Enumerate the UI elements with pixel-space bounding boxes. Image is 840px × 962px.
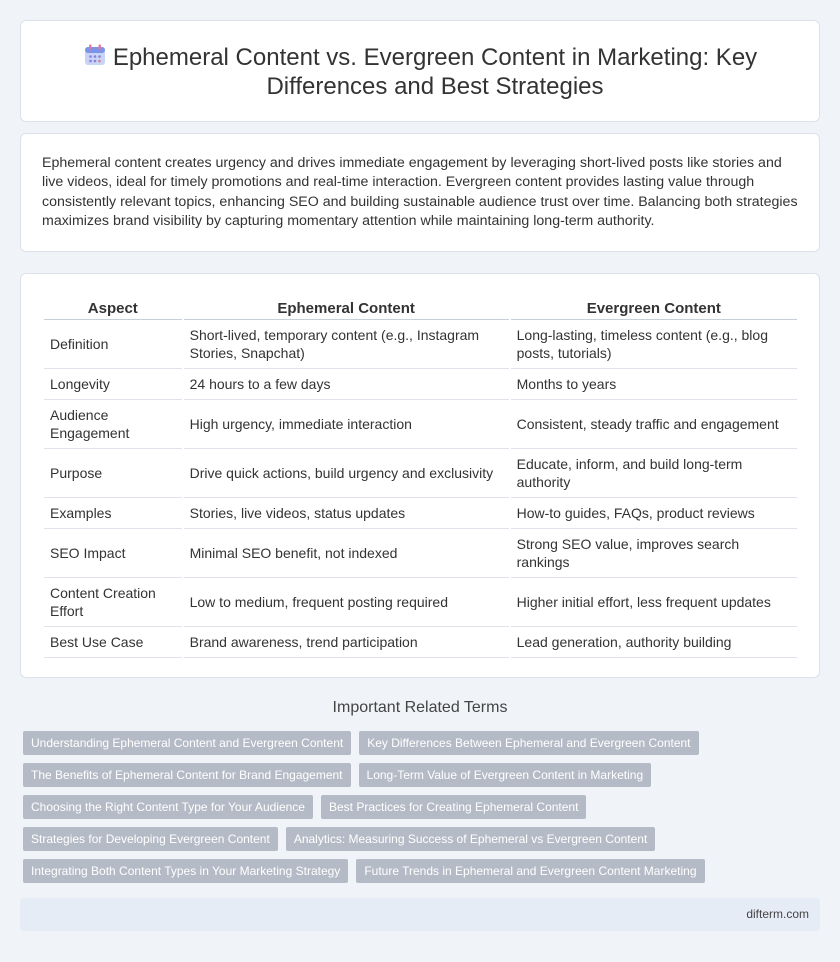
table-cell: Stories, live videos, status updates [184, 498, 509, 529]
comparison-table [42, 296, 799, 658]
table-header-row [44, 296, 797, 320]
table-cell: Best Use Case [44, 627, 182, 658]
page-title: Ephemeral Content vs. Evergreen Content in Marketing: Key Differences and Best Strategies [112, 44, 758, 100]
table-cell: Higher initial effort, less frequent updates [511, 578, 797, 627]
table-cell: SEO Impact [44, 529, 182, 578]
table-cell: Audience Engagement [44, 400, 182, 449]
table-cell: Brand awareness, trend participation [184, 627, 509, 658]
table-cell: Content Creation Effort [44, 578, 182, 627]
related-terms-title: Important Related Terms [332, 699, 508, 716]
table-cell: Examples [44, 498, 182, 529]
table-cell: Short-lived, temporary content (e.g., Instagram Stories, Snapchat) [184, 320, 509, 369]
table-row [44, 627, 797, 658]
related-term-tag[interactable]: Understanding Ephemeral Content and Evergreen Content [23, 731, 351, 755]
related-term-tag[interactable]: Choosing the Right Content Type for Your Audience [23, 795, 313, 819]
intro-card [20, 133, 820, 252]
related-terms-list [23, 731, 813, 891]
table-header-cell: Ephemeral Content [184, 296, 509, 320]
table-cell: Long-lasting, timeless content (e.g., blog posts, tutorials) [511, 320, 797, 369]
comparison-table-card [20, 273, 820, 678]
table-row [44, 529, 797, 578]
table-header-cell: Aspect [44, 296, 182, 320]
table-header-cell: Evergreen Content [511, 296, 797, 320]
table-cell: High urgency, immediate interaction [184, 400, 509, 449]
footer-site-link[interactable]: difterm.com [746, 907, 809, 921]
title-card [20, 20, 820, 122]
table-cell: How-to guides, FAQs, product reviews [511, 498, 797, 529]
table-cell: Definition [44, 320, 182, 369]
table-cell: Longevity [44, 369, 182, 400]
related-term-tag[interactable]: The Benefits of Ephemeral Content for Brand Engagement [23, 763, 351, 787]
footer [20, 898, 820, 931]
table-row [44, 400, 797, 449]
intro-paragraph: Ephemeral content creates urgency and drives immediate engagement by leveraging short-lived posts like stories and live videos, ideal for timely promotions and real-time interaction. Evergreen content provides lasting value through consistently relevant topics, enhancing SEO and building sustainable audience trust over time. Balancing both strategies maximizes brand visibility by capturing momentary attention while maintaining long-term authority. [42, 155, 798, 230]
table-cell: Strong SEO value, improves search rankings [511, 529, 797, 578]
related-term-tag[interactable]: Strategies for Developing Evergreen Content [23, 827, 278, 851]
related-term-tag[interactable]: Integrating Both Content Types in Your Marketing Strategy [23, 859, 348, 883]
table-cell: Purpose [44, 449, 182, 498]
table-cell: Minimal SEO benefit, not indexed [184, 529, 509, 578]
table-cell: Educate, inform, and build long-term authority [511, 449, 797, 498]
table-cell: 24 hours to a few days [184, 369, 509, 400]
table-cell: Low to medium, frequent posting required [184, 578, 509, 627]
table-cell: Consistent, steady traffic and engagement [511, 400, 797, 449]
related-term-tag[interactable]: Analytics: Measuring Success of Ephemeral vs Evergreen Content [286, 827, 656, 851]
related-term-tag[interactable]: Best Practices for Creating Ephemeral Content [321, 795, 586, 819]
table-cell: Drive quick actions, build urgency and exclusivity [184, 449, 509, 498]
table-cell: Months to years [511, 369, 797, 400]
table-cell: Lead generation, authority building [511, 627, 797, 658]
table-row [44, 320, 797, 369]
table-row [44, 578, 797, 627]
table-row [44, 449, 797, 498]
table-row [44, 498, 797, 529]
related-term-tag[interactable]: Key Differences Between Ephemeral and Evergreen Content [359, 731, 698, 755]
table-row [44, 369, 797, 400]
related-term-tag[interactable]: Long-Term Value of Evergreen Content in Marketing [359, 763, 652, 787]
related-term-tag[interactable]: Future Trends in Ephemeral and Evergreen Content Marketing [356, 859, 704, 883]
